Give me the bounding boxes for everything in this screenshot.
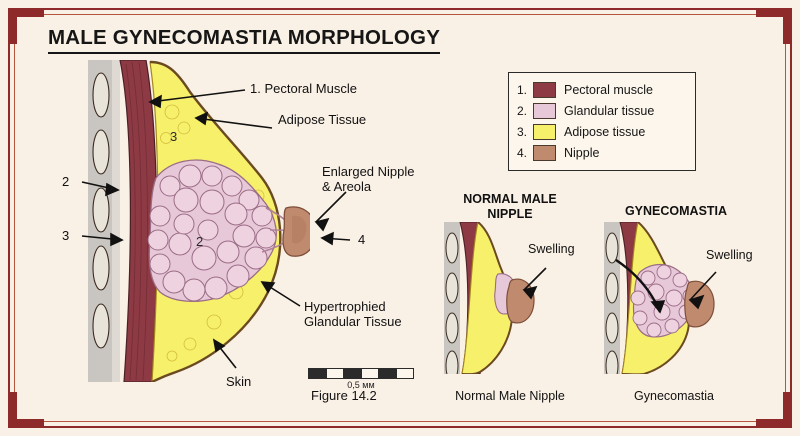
legend-swatch-nipple xyxy=(533,145,556,161)
label-hypertrophied-line2: Glandular Tissue xyxy=(304,313,402,329)
legend-label: Adipose tissue xyxy=(564,124,646,139)
legend-label: Glandular tissue xyxy=(564,103,655,118)
label-skin: Skin xyxy=(226,374,252,389)
label-number-4-nipple: 4 xyxy=(358,232,366,247)
legend-label: Nipple xyxy=(564,145,600,160)
subfigure-title-line1: GYNECOMASTIA xyxy=(624,204,728,218)
label-enlarged-nipple-line1: Enlarged Nipple xyxy=(322,164,415,179)
label-pectoral-muscle: 1. Pectoral Muscle xyxy=(250,81,357,96)
legend-item-adipose-tissue xyxy=(517,121,687,142)
label-number-2-left: 2 xyxy=(62,174,70,189)
label-swelling-normal-male: Swelling xyxy=(528,242,575,256)
legend-number: 1. xyxy=(517,82,528,97)
label-number-3-left: 3 xyxy=(62,228,70,243)
scale-bar-unit: 0,5 мм xyxy=(347,380,375,390)
legend-item-nipple xyxy=(517,142,687,163)
gynecomastia-figure xyxy=(604,222,730,381)
label-enlarged-nipple-line2: & Areola xyxy=(322,178,372,194)
page-title: MALE GYNECOMASTIA MORPHOLOGY xyxy=(48,26,440,54)
scale-bar xyxy=(308,368,414,390)
legend-label: Pectoral muscle xyxy=(564,82,653,97)
legend-item-glandular-tissue xyxy=(517,100,687,121)
label-swelling-gynecomastia: Swelling xyxy=(706,248,753,262)
nipple-areola-shape xyxy=(283,207,316,256)
subfigure-title-gynecomastia xyxy=(606,204,746,219)
legend-item-pectoral-muscle xyxy=(517,79,687,100)
subfigure-title-line2: NIPPLE xyxy=(487,207,533,221)
legend xyxy=(508,72,696,171)
legend-number: 2. xyxy=(517,103,528,118)
label-hypertrophied-line1: Hypertrophied xyxy=(304,299,386,314)
figure-caption: Figure 14.2 xyxy=(311,388,377,403)
legend-swatch-adipose-tissue xyxy=(533,124,556,140)
label-adipose-tissue: Adipose Tissue xyxy=(278,112,367,127)
legend-swatch-glandular-tissue xyxy=(533,103,556,119)
legend-number: 3. xyxy=(517,124,528,139)
label-enlarged-nipple xyxy=(322,165,415,195)
label-number-3-inner: 3 xyxy=(170,129,178,144)
legend-number: 4. xyxy=(517,145,528,160)
subfigure-caption-normal-male-nipple: Normal Male Nipple xyxy=(455,389,565,403)
subfigure-title-line1: NORMAL MALE xyxy=(463,192,557,206)
legend-swatch-pectoral-muscle xyxy=(533,82,556,98)
subfigure-title-normal-male-nipple xyxy=(452,192,568,222)
label-number-2-inner: 2 xyxy=(196,234,204,249)
main-cross-section xyxy=(88,60,316,382)
label-hypertrophied-glandular-tissue xyxy=(304,300,402,330)
subfigure-caption-gynecomastia: Gynecomastia xyxy=(634,389,714,403)
scale-bar-segments xyxy=(308,368,414,379)
